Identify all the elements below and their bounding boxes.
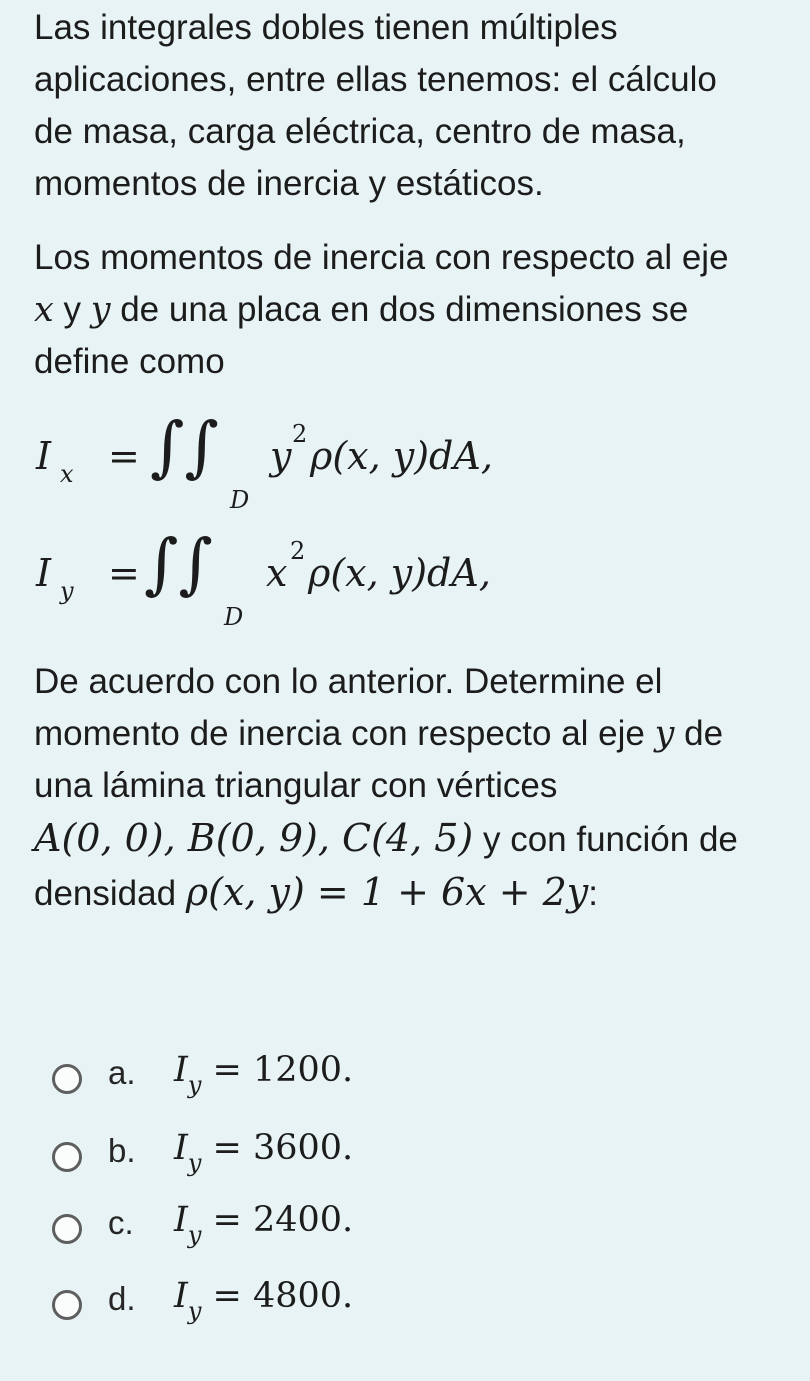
radio-button[interactable] — [52, 1142, 82, 1172]
option-math: $I_y = 4800$. — [174, 1276, 354, 1325]
math-var-y: y — [90, 290, 111, 330]
double-integral-sign: ∫∫ — [144, 525, 213, 602]
radio-button[interactable] — [52, 1064, 82, 1094]
math-var-y: y — [654, 714, 675, 754]
definition-line: Los momentos de inercia con respecto al eje — [34, 238, 729, 277]
answer-option-d[interactable] — [52, 1276, 752, 1336]
formula-subscript: y — [60, 577, 74, 605]
formula-symbol: I — [36, 551, 52, 595]
definition-conj: y — [53, 290, 91, 329]
formula-body: ρ(x, y)dA, — [310, 434, 493, 478]
formula-ix — [34, 408, 554, 518]
formula-equals: = — [108, 551, 140, 595]
option-letter: c. — [108, 1204, 134, 1241]
question-line: : — [588, 874, 599, 913]
option-value: 2400. — [252, 1200, 354, 1240]
option-letter: d. — [108, 1280, 136, 1317]
formula-power: 2 — [292, 420, 308, 448]
intro-paragraph — [34, 2, 774, 210]
intro-line: aplicaciones, entre ellas tenemos: el cálculo — [34, 60, 717, 99]
question-line: densidad — [34, 874, 186, 913]
integral-region: D — [230, 486, 250, 514]
question-paragraph — [34, 656, 774, 920]
question-line: de — [674, 714, 724, 753]
answer-option-b[interactable] — [52, 1128, 752, 1188]
formula-iy — [34, 525, 554, 635]
intro-line: momentos de inercia y estáticos. — [34, 164, 544, 203]
option-value: 1200. — [252, 1050, 354, 1090]
question-line: De acuerdo con lo anterior. Determine el — [34, 662, 663, 701]
option-math: $I_y = 2400$. — [174, 1200, 354, 1249]
option-math: $I_y = 1200$. — [174, 1050, 354, 1099]
math-var-x: x — [34, 290, 54, 330]
question-line: momento de inercia con respecto al eje — [34, 714, 655, 753]
definition-line: de una placa en dos dimensiones se — [110, 290, 689, 329]
formula-base: y — [270, 434, 292, 478]
formula-power: 2 — [290, 537, 306, 565]
option-letter: a. — [108, 1054, 136, 1091]
answer-option-a[interactable] — [52, 1050, 752, 1110]
density-math: ρ(x, y) = 1 + 6x + 2y — [185, 870, 589, 914]
option-value: 3600. — [252, 1128, 354, 1168]
answer-option-c[interactable] — [52, 1200, 752, 1260]
formula-equals: = — [108, 434, 140, 478]
formula-base: x — [266, 551, 288, 595]
definition-line: define como — [34, 342, 225, 381]
vertices-math: A(0, 0), B(0, 9), C(4, 5) — [34, 816, 474, 860]
option-value: 4800. — [252, 1276, 354, 1316]
intro-line: Las integrales dobles tienen múltiples — [34, 8, 618, 47]
double-integral-sign: ∫∫ — [150, 408, 219, 485]
option-letter: b. — [108, 1132, 136, 1169]
definition-paragraph — [34, 232, 774, 388]
formula-body: ρ(x, y)dA, — [308, 551, 491, 595]
intro-line: de masa, carga eléctrica, centro de masa, — [34, 112, 686, 151]
radio-button[interactable] — [52, 1290, 82, 1320]
radio-button[interactable] — [52, 1214, 82, 1244]
integral-region: D — [224, 603, 244, 631]
question-line: y con función de — [473, 820, 738, 859]
formula-subscript: x — [60, 460, 74, 488]
option-math: $I_y = 3600$. — [174, 1128, 354, 1177]
question-line: una lámina triangular con vértices — [34, 766, 558, 805]
formula-symbol: I — [36, 434, 52, 478]
